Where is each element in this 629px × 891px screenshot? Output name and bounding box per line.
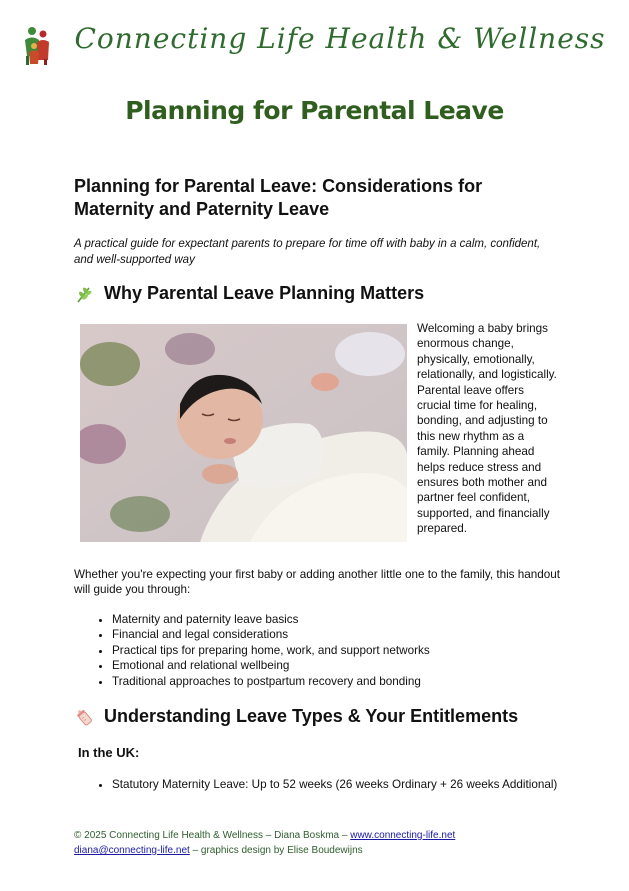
banner-title: Planning for Parental Leave [125,96,504,125]
email-link[interactable]: diana@connecting-life.net [74,845,190,856]
list-item: • Statutory Maternity Leave: Up to 52 weeks (26 weeks Ordinary + 26 weeks Additional) [112,777,582,792]
brand-title: Connecting Life Health & Wellness [74,22,606,55]
section-heading-why [74,283,424,304]
footer-copyright: © 2025 Connecting Life Health & Wellness – Diana Boskma – [74,830,348,841]
footer-credit: – graphics design by Elise Boudewijns [192,845,363,856]
website-link[interactable]: www.connecting-life.net [350,830,456,841]
logo [20,26,54,66]
herb-leaf-icon [74,284,94,304]
section-heading-leave-types [74,706,518,727]
list-item: • Traditional approaches to postpartum recovery and bonding [112,674,582,689]
entitlements-list [74,777,582,792]
list-item: • Maternity and paternity leave basics [112,612,582,627]
section-heading-text: Understanding Leave Types & Your Entitlements [104,706,519,726]
list-item: • Practical tips for preparing home, work, and support networks [112,643,582,658]
section-heading-text: Why Parental Leave Planning Matters [104,283,425,303]
list-item: • Emotional and relational wellbeing [112,658,582,673]
page-subtitle: A practical guide for expectant parents to prepare for time off with baby in a calm, confident, and well-supported way [74,238,541,266]
page-title: Planning for Parental Leave: Considerations for Maternity and Paternity Leave [74,176,483,219]
topics-list [74,612,582,689]
region-label: In the UK: [78,745,140,760]
intro-text: Welcoming a baby brings enormous change, physically, emotionally, relationally, and logistically. Parental leave offers crucial time for healing, bonding, and adjusting to this new rhythm as a family. Planning ahead helps reduce stress and ensures both mother and partner feel confident, supported, and financially prepared. [417,322,557,536]
footer [74,828,594,858]
intro-paragraph: Whether you're expecting your first baby or adding another little one to the family, this handout will guide you through: [74,568,561,597]
baby-bottle-icon [74,707,94,727]
family-figures-icon [20,26,54,66]
sleeping-newborn-photo [80,324,407,542]
list-item: • Financial and legal considerations [112,627,582,642]
